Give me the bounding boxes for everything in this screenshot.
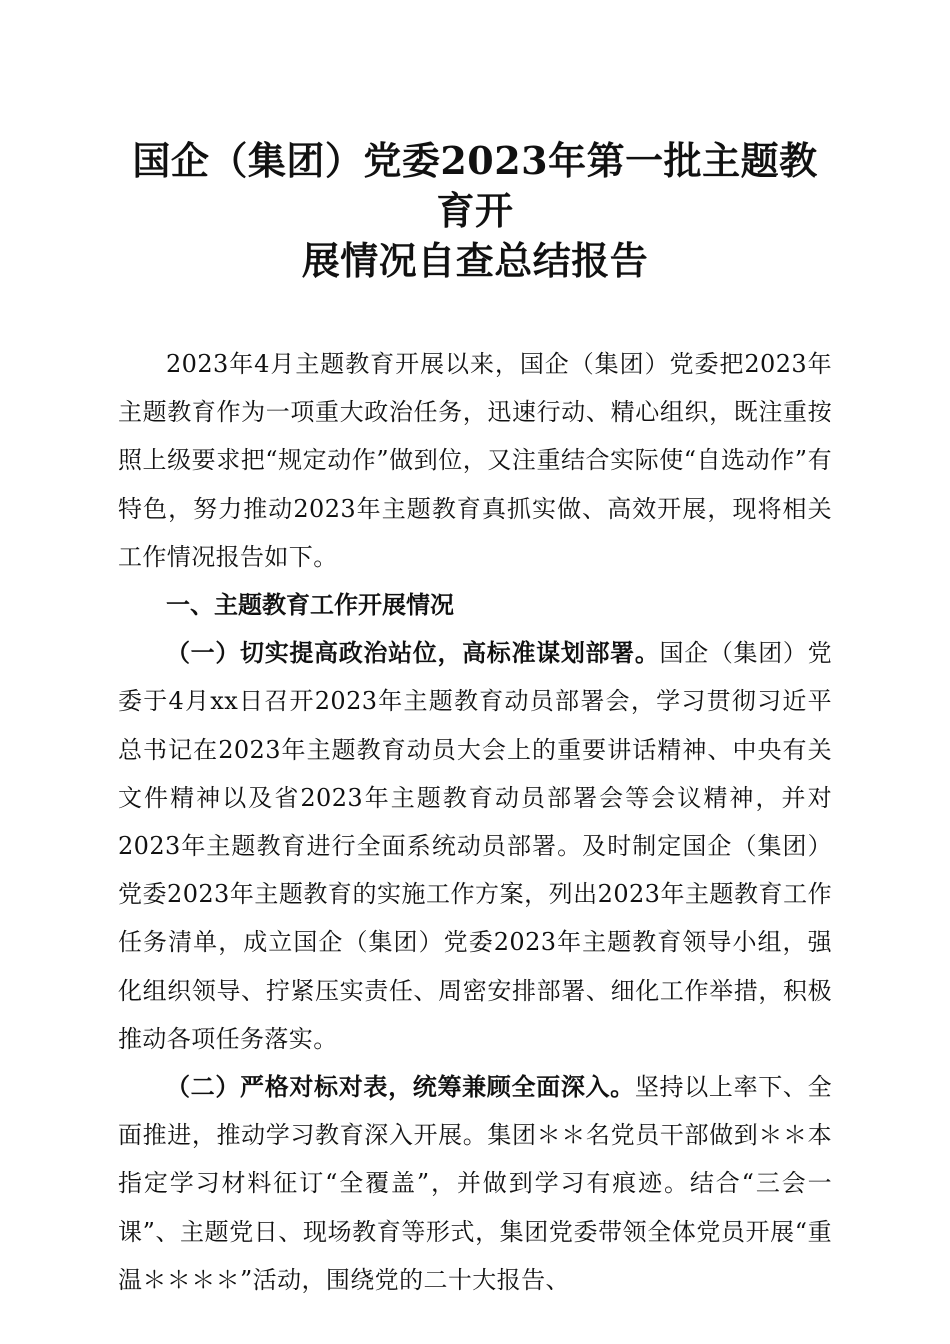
item-2-paragraph <box>118 1063 832 1304</box>
item-1-text: 国企（集团）党委于4月xx日召开2023年主题教育动员部署会，学习贯彻习近平总书记在2023年主题教育动员大会上的重要讲话精神、中央有关文件精神以及省2023年主题教育动员部署会等会议精神，并对2023年主题教育进行全面系统动员部署。及时制定国企（集团）党委2023年主题教育的实施工作方案，列出2023年主题教育工作任务清单，成立国企（集团）党委2023年主题教育领导小组，强化组织领导、拧紧压实责任、周密安排部署、细化工作举措，积极推动各项任务落实。 <box>118 639 832 1053</box>
item-2-lead: （二）严格对标对表，统筹兼顾全面深入。 <box>166 1072 635 1102</box>
document-title <box>118 136 832 286</box>
item-1-paragraph <box>118 629 832 1063</box>
section-heading-1: 一、主题教育工作开展情况 <box>166 590 454 620</box>
title-line-2: 展情况自查总结报告 <box>301 238 649 283</box>
title-line-1: 国企（集团）党委2023年第一批主题教育开 <box>132 138 818 233</box>
item-1-lead: （一）切实提高政治站位，高标准谋划部署。 <box>166 638 660 668</box>
item-2-text: 坚持以上率下、全面推进，推动学习教育深入开展。集团＊＊名党员干部做到＊＊本指定学习材料征订“全覆盖”，并做到学习有痕迹。结合“三会一课”、主题党日、现场教育等形式，集团党委带领全体党员开展“重温＊＊＊＊”活动，围绕党的二十大报告、 <box>118 1073 832 1294</box>
intro-paragraph: 2023年4月主题教育开展以来，国企（集团）党委把2023年主题教育作为一项重大政治任务，迅速行动、精心组织，既注重按照上级要求把“规定动作”做到位，又注重结合实际使“自选动作”有特色，努力推动2023年主题教育真抓实做、高效开展，现将相关工作情况报告如下。 <box>118 350 832 571</box>
document-body <box>118 340 832 1304</box>
